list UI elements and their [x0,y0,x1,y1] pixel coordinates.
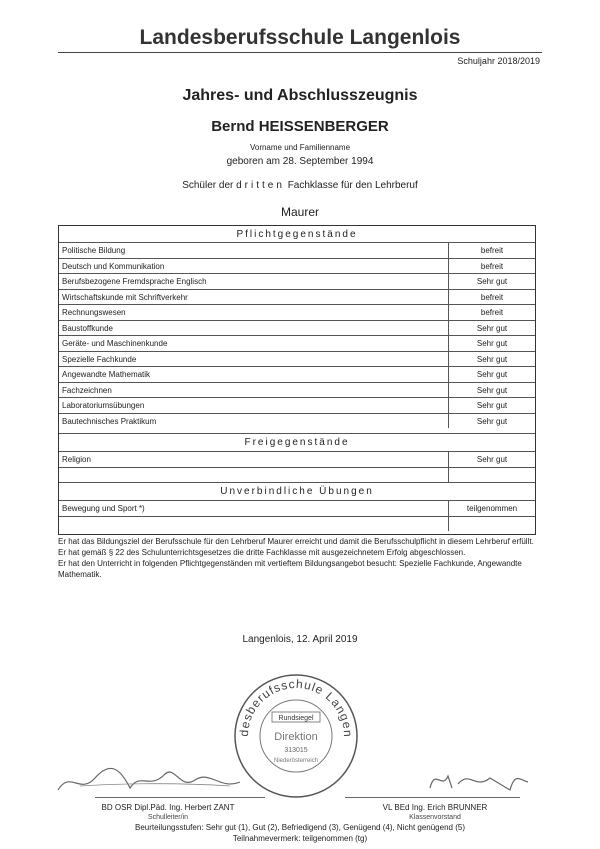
subject-name: Wirtschaftskunde mit Schriftverkehr [62,292,188,302]
subject-grade: befreit [480,292,504,302]
subject-name: Politische Bildung [62,246,126,255]
subject-grade: befreit [480,261,504,271]
name-caption: Vorname und Familienname [249,143,351,152]
subject-name: Geräte- und Maschinenkunde [62,339,168,348]
compulsory-row [59,242,535,258]
empty-row [59,516,535,532]
class-suffix: Fachklasse für den Lehrberuf [287,180,418,191]
subject-grade: Sehr gut [476,385,508,395]
header-divider [58,52,542,53]
svg-text:Landesberufsschule Langenlois: desberufsschule Langen [236,676,356,738]
school-name: Landesberufsschule Langenlois [139,26,461,49]
remark-line: Er hat gemäß § 22 des Schulunterrichtsgesetzes die dritte Fachklasse mit ausgezeichnetem Erfolg abgeschlossen. [58,548,466,557]
svg-text:Rundsiegel: Rundsiegel [278,715,314,722]
subject-name: Berufsbezogene Fremdsprache Englisch [62,277,207,286]
svg-text:Niederösterreich: Niederösterreich [273,758,319,764]
grade-column-divider [448,242,449,428]
compulsory-row [59,289,535,305]
subject-grade: befreit [480,308,504,317]
profession: Maurer [280,205,319,219]
compulsory-row [59,320,535,336]
class-teacher-role: Klassenvorstand [409,814,461,821]
section-divider [59,482,535,483]
subject-name: Religion [62,455,91,464]
subject-name: Deutsch und Kommunikation [62,261,165,271]
subject-grade: Sehr gut [476,455,508,464]
subject-grade: befreit [480,246,504,255]
grade-column-divider [448,500,449,531]
svg-text:Direktion: Direktion [274,731,318,743]
compulsory-row [59,366,535,382]
headmaster-role: Schulleiter/in [147,814,189,821]
birth-date: geboren am 28. September 1994 [226,156,374,167]
subject-name: Bewegung und Sport *) [62,504,145,513]
section-divider [59,433,535,434]
class-prefix: Schüler der [182,180,234,191]
certificate-title: Jahres- und Abschlusszeugnis [182,87,418,104]
compulsory-section-title: Pflichtgegenstände [236,229,358,240]
subject-grade: Sehr gut [476,354,508,364]
subject-name: Spezielle Fachkunde [62,354,137,364]
optional-row [59,451,535,467]
subject-name: Laboratoriumsübungen [62,401,145,410]
subject-grade: Sehr gut [476,401,508,410]
subject-grade: Sehr gut [476,416,508,426]
compulsory-row [59,258,535,274]
compulsory-row [59,397,535,413]
subject-name: Rechnungswesen [62,308,126,317]
place-date: Langenlois, 12. April 2019 [242,634,358,645]
grades-table [58,225,536,535]
remarks [58,536,542,580]
compulsory-row [59,304,535,320]
remark-line: Er hat das Bildungsziel der Berufsschule für den Lehrberuf Maurer erreicht und damit die Berufsschulpflicht in diesem Lehrberuf erfüllt. [58,537,534,546]
subject-grade: Sehr gut [476,339,508,348]
compulsory-row [59,335,535,351]
participation-note: Teilnahmevermerk: teilgenommen (tg) [232,834,368,843]
left-signature-line [95,797,265,798]
subject-name: Angewandte Mathematik [62,370,151,379]
compulsory-row [59,413,535,429]
class-teacher-name: VL BEd Ing. Erich BRUNNER [382,803,488,812]
school-year: Schuljahr 2018/2019 [457,56,540,66]
compulsory-row [59,351,535,367]
grade-column-divider [448,451,449,482]
subject-name: Bautechnisches Praktikum [62,416,157,426]
headmaster-name: BD OSR Dipl.Päd. Ing. Herbert ZANT [101,803,235,812]
empty-row [59,467,535,483]
nonbinding-row [59,500,535,516]
subject-name: Baustoffkunde [62,323,114,333]
nonbinding-section-title: Unverbindliche Übungen [220,486,374,497]
class-line [0,180,600,191]
subject-grade: Sehr gut [476,370,508,379]
signature-scribbles [50,760,570,800]
optional-section-title: Freigegenstände [244,437,350,448]
subject-grade: Sehr gut [476,323,508,333]
compulsory-row [59,382,535,398]
student-name: Bernd HEISSENBERGER [211,118,389,135]
grading-scale: Beurteilungsstufen: Sehr gut (1), Gut (2), Befriedigend (3), Genügend (4), Nicht genügend (5) [135,823,465,832]
right-signature-line [345,797,520,798]
subject-grade: teilgenommen [466,504,518,513]
remark-line: Er hat den Unterricht in folgenden Pflichtgegenständen mit vertieftem Bildungsangebot besucht: Spezielle Fachkunde, Angewandte Mathematik. [58,559,522,579]
svg-text:313015: 313015 [284,747,308,754]
compulsory-row [59,273,535,289]
subject-grade: Sehr gut [476,277,508,286]
class-ordinal: dritten [236,180,285,191]
subject-name: Fachzeichnen [62,385,112,395]
